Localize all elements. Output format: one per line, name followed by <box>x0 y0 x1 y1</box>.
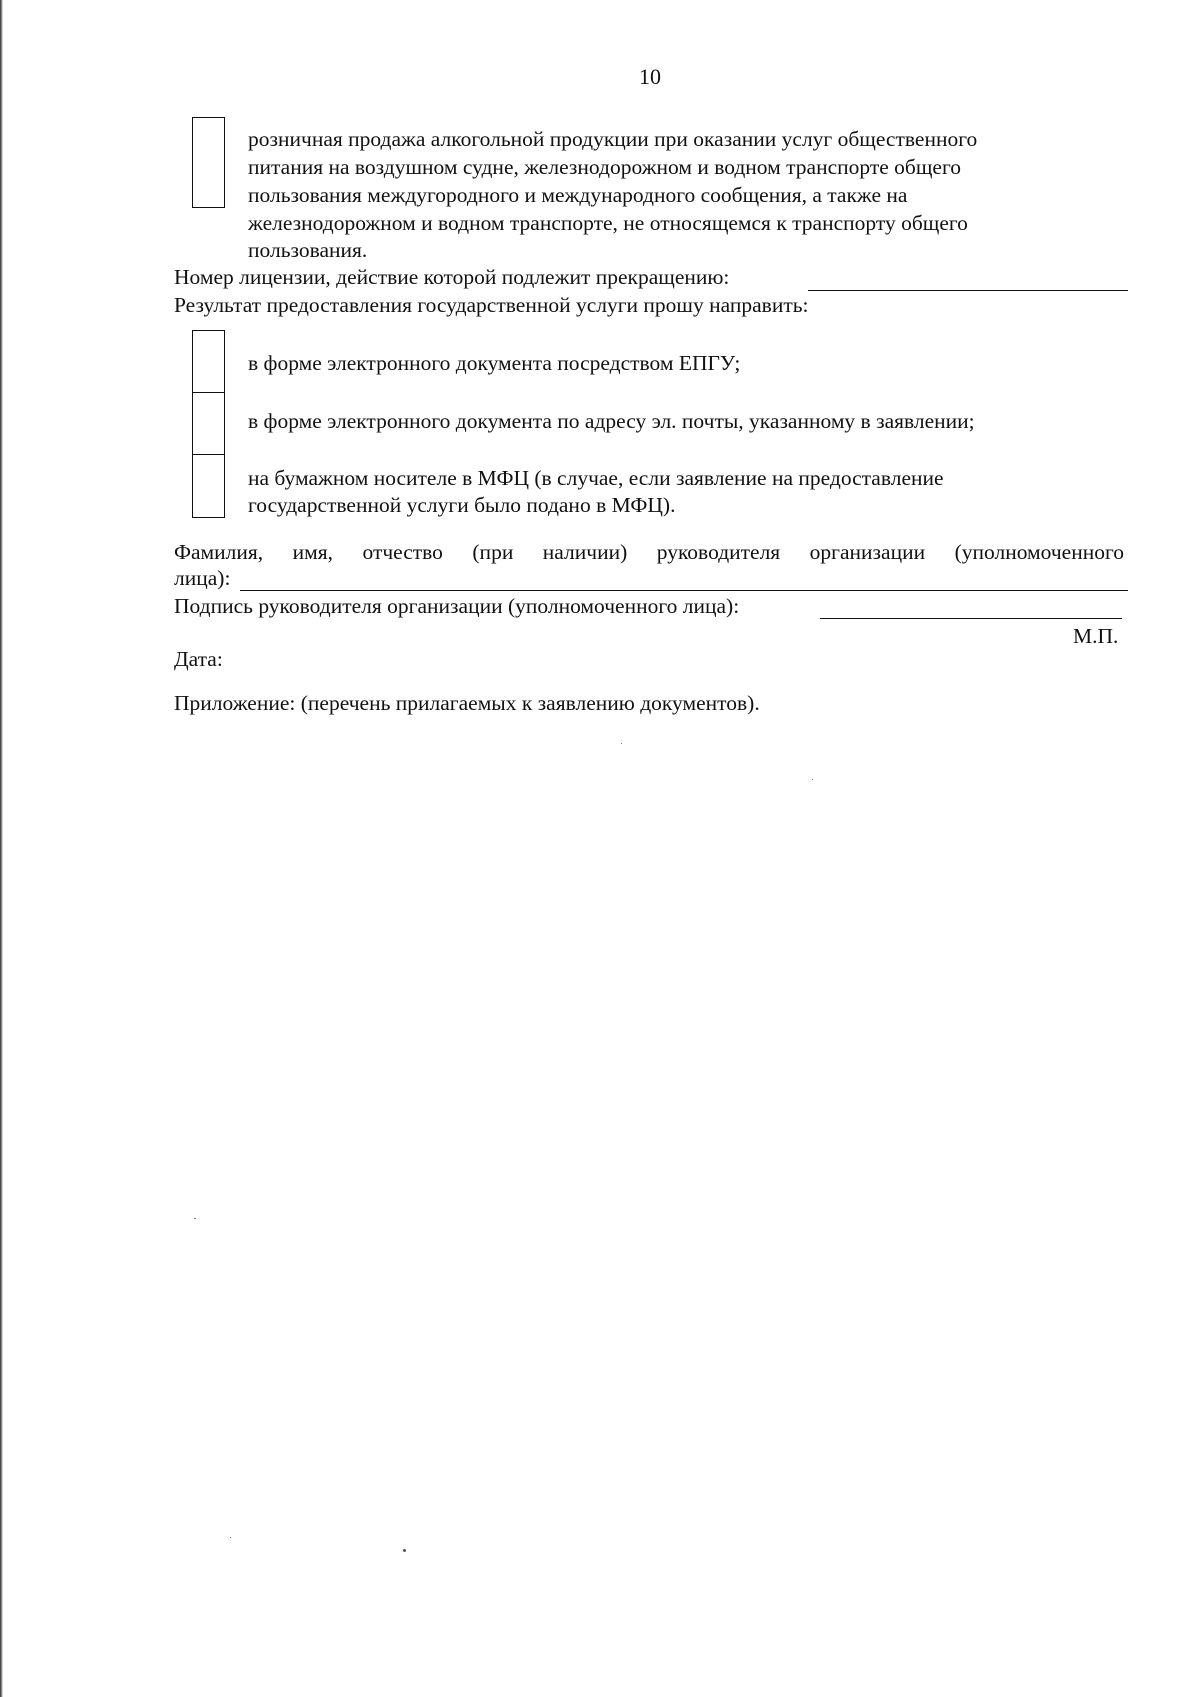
date-label: Дата: <box>174 647 223 671</box>
fio-label-line-1: Фамилия, имя, отчество (при наличии) руководителя организации (уполномоченного <box>174 540 1124 564</box>
scan-edge <box>0 0 3 1697</box>
result-option-epgu: в форме электронного документа посредством ЕПГУ; <box>248 351 741 375</box>
page-number: 10 <box>639 64 661 89</box>
scan-speck <box>194 1218 196 1219</box>
scan-speck <box>230 1537 231 1538</box>
result-option-email: в форме электронного документа по адресу эл. почты, указанному в заявлении; <box>248 409 975 433</box>
checkbox-result-email[interactable] <box>192 392 225 456</box>
scan-speck <box>403 1549 406 1552</box>
stamp-label: М.П. <box>1073 624 1119 648</box>
alcohol-line-4: железнодорожном и водном транспорте, не относящемся к транспорту общего <box>248 211 968 235</box>
result-option-mfc-line-1: на бумажном носителе в МФЦ (в случае, если заявление на предоставление <box>248 466 944 490</box>
checkbox-result-mfc[interactable] <box>192 454 225 518</box>
fio-label-line-2: лица): <box>174 566 231 590</box>
signature-label: Подпись руководителя организации (уполномоченного лица): <box>174 594 740 618</box>
license-number-field[interactable] <box>808 266 1128 291</box>
checkbox-result-epgu[interactable] <box>192 330 225 394</box>
checkbox-alcohol-retail[interactable] <box>192 117 225 208</box>
alcohol-line-5: пользования. <box>248 238 368 262</box>
result-option-mfc-line-2: государственной услуги было подано в МФЦ). <box>248 493 676 517</box>
license-number-label: Номер лицензии, действие которой подлежит прекращению: <box>174 265 730 289</box>
attachment-label: Приложение: (перечень прилагаемых к заявлению документов). <box>174 691 760 715</box>
alcohol-line-1: розничная продажа алкогольной продукции при оказании услуг общественного <box>248 127 978 151</box>
scan-speck <box>812 779 813 780</box>
signature-field[interactable] <box>820 596 1122 619</box>
result-label: Результат предоставления государственной услуги прошу направить: <box>174 293 809 317</box>
alcohol-line-2: питания на воздушном судне, железнодорожном и водном транспорте общего <box>248 155 961 179</box>
fio-field[interactable] <box>240 568 1128 591</box>
alcohol-line-3: пользования междугородного и международного сообщения, а также на <box>248 183 908 207</box>
scan-speck <box>621 743 622 744</box>
